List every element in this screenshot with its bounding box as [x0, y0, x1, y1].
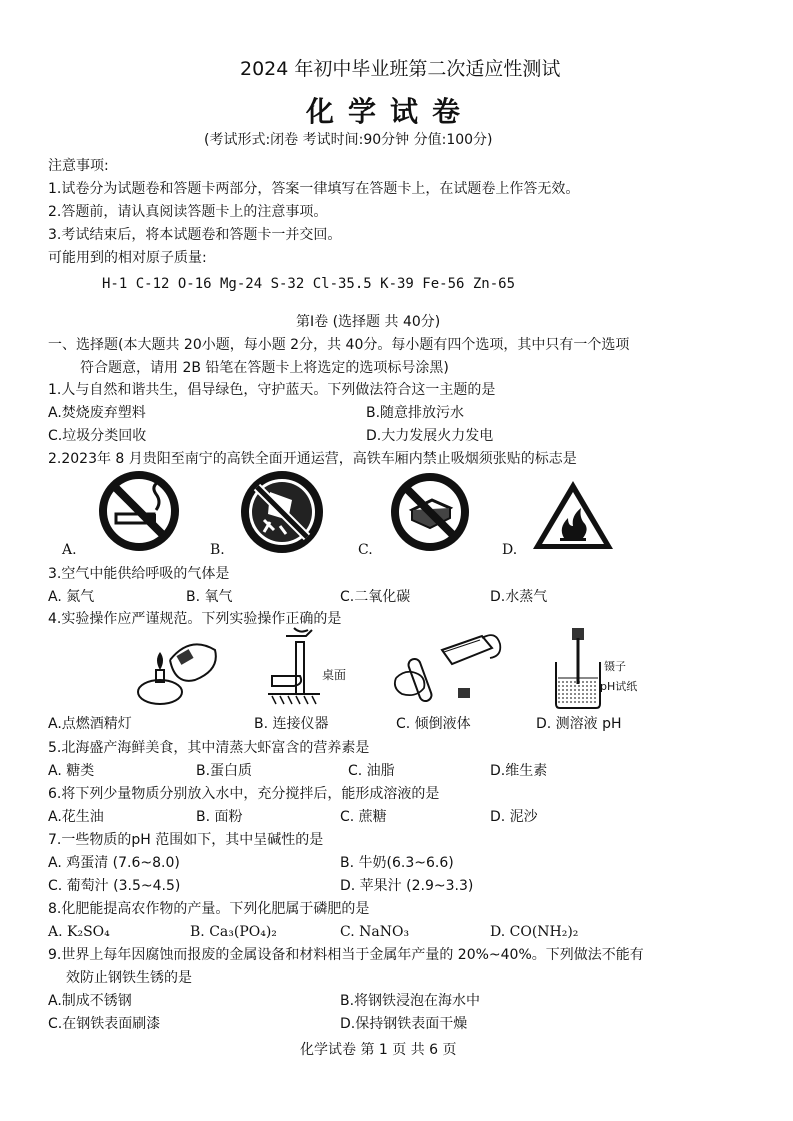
option-c: C.垃圾分类回收: [48, 428, 147, 444]
option-d: D.大力发展火力发电: [366, 428, 494, 444]
option-b: B.将钢铁浸泡在海水中: [340, 993, 481, 1009]
notice-item: 3.考试结束后，将本试题卷和答题卡一并交回。: [48, 227, 342, 243]
option-a: A.花生油: [48, 809, 104, 825]
option-d: D. CO(NH₂)₂: [490, 924, 579, 940]
option-b: B.: [210, 542, 225, 558]
option-b: B. 氧气: [186, 589, 233, 605]
option-c: C. 油脂: [348, 763, 395, 779]
option-c: C. NaNO₃: [340, 924, 410, 940]
option-c: C. 葡萄汁 (3.5~4.5): [48, 878, 181, 894]
pouring-liquid-figure: [392, 628, 502, 708]
option-b: B.随意排放污水: [366, 405, 465, 421]
option-c: C.: [358, 542, 373, 558]
question-stem: 5.北海盛产海鲜美食，其中清蒸大虾富含的营养素是: [48, 740, 370, 756]
figure-label: 镊子: [604, 660, 626, 673]
option-d: D. 泥沙: [490, 809, 538, 825]
option-a: A.制成不锈钢: [48, 993, 132, 1009]
option-b: B. 牛奶(6.3~6.6): [340, 855, 454, 871]
option-b: B.蛋白质: [196, 763, 253, 779]
option-a: A. 氮气: [48, 589, 95, 605]
option-d: D.: [502, 542, 518, 558]
option-b: B. 连接仪器: [254, 716, 329, 732]
question-stem: 效防止钢铁生锈的是: [66, 970, 192, 986]
atomic-masses: H-1 C-12 O-16 Mg-24 S-32 Cl-35.5 K-39 Fe-56 Zn-65: [102, 276, 516, 292]
exam-series-title: 2024 年初中毕业班第二次适应性测试: [240, 58, 561, 80]
question-stem: 6.将下列少量物质分别放入水中，充分搅拌后，能形成溶液的是: [48, 786, 440, 802]
no-littering-sign-icon: [240, 470, 324, 554]
figure-label: pH试纸: [600, 680, 638, 693]
question-stem: 8.化肥能提高农作物的产量。下列化肥属于磷肥的是: [48, 901, 370, 917]
option-b: B. 面粉: [196, 809, 243, 825]
option-b: B. Ca₃(PO₄)₂: [190, 924, 277, 940]
section-description: 一、选择题(本大题共 20小题，每小题 2分，共 40分。每小题有四个选项，其中只有一个选项: [48, 337, 630, 353]
option-c: C.在钢铁表面刷漆: [48, 1016, 161, 1032]
page-title: 化学试卷: [306, 95, 475, 128]
section-title: 第Ⅰ卷 (选择题 共 40分): [296, 314, 441, 330]
option-d: D.水蒸气: [490, 589, 548, 605]
option-a: A. 糖类: [48, 763, 95, 779]
measuring-ph-figure: [548, 628, 608, 710]
exam-info: (考试形式:闭卷 考试时间:90分钟 分值:100分): [204, 132, 493, 148]
option-a: A.点燃酒精灯: [48, 716, 132, 732]
page-footer: 化学试卷 第 1 页 共 6 页: [300, 1042, 457, 1058]
prohibition-sign-icon: [390, 472, 470, 552]
question-stem: 3.空气中能供给呼吸的气体是: [48, 566, 230, 582]
option-c: C. 蔗糖: [340, 809, 387, 825]
figure-label: 桌面: [322, 668, 347, 682]
question-stem: 7.一些物质的pH 范围如下，其中呈碱性的是: [48, 832, 324, 848]
option-a: A. 鸡蛋清 (7.6~8.0): [48, 855, 180, 871]
option-d: D. 测溶液 pH: [536, 716, 622, 732]
flammable-warning-icon: [530, 478, 616, 552]
option-a: A.焚烧废弃塑料: [48, 405, 146, 421]
option-c: C. 倾倒液体: [396, 716, 471, 732]
lighting-alcohol-lamp-figure: [130, 630, 220, 710]
option-d: D.保持钢铁表面干燥: [340, 1016, 468, 1032]
question-stem: 1.人与自然和谐共生，倡导绿色，守护蓝天。下列做法符合这一主题的是: [48, 382, 496, 398]
question-stem: 4.实验操作应严谨规范。下列实验操作正确的是: [48, 611, 342, 627]
question-stem: 9.世界上每年因腐蚀而报废的金属设备和材料相当于金属年产量的 20%~40%。下列做法不能有: [48, 947, 644, 963]
section-description: 符合题意，请用 2B 铅笔在答题卡上将选定的选项标号涂黑): [80, 360, 449, 376]
question-stem: 2.2023年 8 月贵阳至南宁的高铁全面开通运营，高铁车厢内禁止吸烟须张贴的标志是: [48, 451, 577, 467]
notice-heading: 注意事项:: [48, 158, 109, 174]
option-a: A. K₂SO₄: [48, 924, 110, 940]
no-smoking-sign-icon: [98, 470, 180, 552]
notice-item: 1.试卷分为试题卷和答题卡两部分，答案一律填写在答题卡上，在试题卷上作答无效。: [48, 181, 580, 197]
option-c: C.二氧化碳: [340, 589, 411, 605]
atomic-mass-heading: 可能用到的相对原子质量:: [48, 250, 207, 266]
option-a: A.: [62, 542, 77, 558]
option-d: D.维生素: [490, 763, 548, 779]
notice-item: 2.答题前，请认真阅读答题卡上的注意事项。: [48, 204, 328, 220]
option-d: D. 苹果汁 (2.9~3.3): [340, 878, 474, 894]
